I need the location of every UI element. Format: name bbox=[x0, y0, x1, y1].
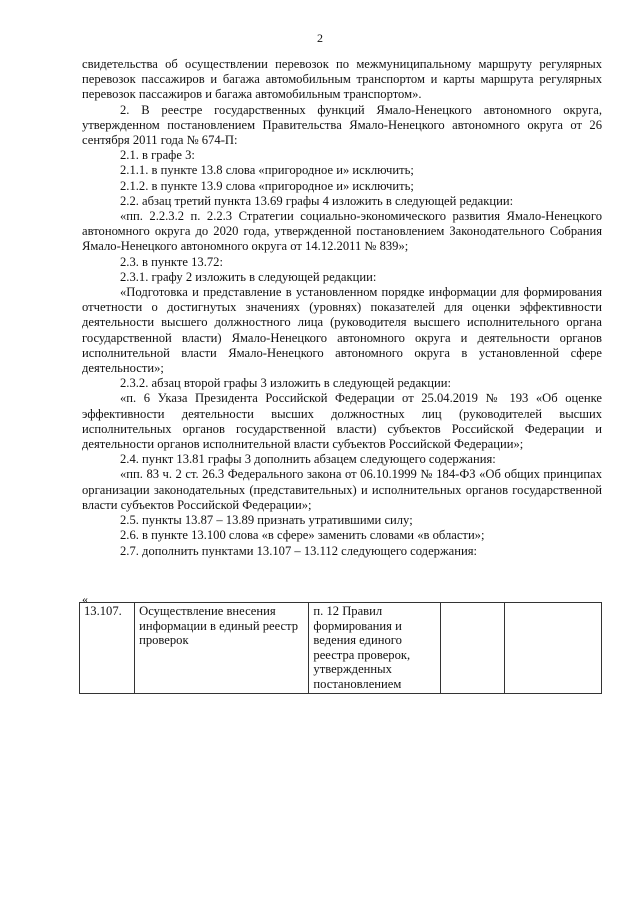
paragraph: свидетельства об осуществлении перевозок по межмуниципальному маршруту регулярных перевозок пассажиров и багажа автомобильным транспортом и карты маршрута регулярных перевозок пассажиров и багажа автомобильным транспортом». bbox=[82, 57, 602, 102]
table-cell-empty bbox=[440, 603, 504, 694]
paragraph: 2. В реестре государственных функций Ямало-Ненецкого автономного округа, утвержденном постановлением Правительства Ямало-Ненецкого автономного округа от 26 сентября 2011 года № 674-П: bbox=[82, 102, 602, 148]
document-body bbox=[82, 57, 602, 559]
paragraph: «Подготовка и представление в установленном порядке информации для формирования отчетности о достигнутых значениях (уровнях) показателей для оценки эффективности деятельности высшего должностного лица (руководителя высшего исполнительного органа государственной власти) Ямало-Ненецкого автономного округа и деятельности органов исполнительной власти Ямало-Ненецкого автономного округа в установленной сфере деятельности»; bbox=[82, 285, 602, 376]
paragraph: 2.7. дополнить пунктами 13.107 – 13.112 следующего содержания: bbox=[120, 543, 478, 558]
paragraph: «п. 6 Указа Президента Российской Федерации от 25.04.2019 № 193 «Об оценке эффективности деятельности высших должностных лиц (руководителей высших исполнительных органов государственной власти) субъектов Российской Федерации и деятельности органов исполнительной власти субъектов Российской Федерации»; bbox=[82, 391, 602, 452]
paragraph: 2.2. абзац третий пункта 13.69 графы 4 изложить в следующей редакции: bbox=[120, 193, 514, 208]
table-cell-number: 13.107. bbox=[80, 603, 135, 694]
paragraph: 2.3.2. абзац второй графы 3 изложить в следующей редакции: bbox=[120, 376, 452, 391]
paragraph: 2.3.1. графу 2 изложить в следующей редакции: bbox=[120, 269, 377, 284]
functions-table bbox=[79, 602, 602, 694]
paragraph: 2.4. пункт 13.81 графы 3 дополнить абзацем следующего содержания: bbox=[120, 452, 496, 467]
paragraph: 2.3. в пункте 13.72: bbox=[120, 254, 223, 269]
paragraph: 2.1. в графе 3: bbox=[120, 148, 195, 163]
paragraph: 2.6. в пункте 13.100 слова «в сфере» заменить словами «в области»; bbox=[120, 528, 485, 543]
page-number: 2 bbox=[317, 31, 323, 45]
opening-quote: « bbox=[82, 592, 88, 606]
table-cell-basis: п. 12 Правил формирования и ведения единого реестра проверок, утвержденных постановлением bbox=[309, 603, 440, 694]
table-row bbox=[80, 603, 602, 694]
table-cell-function: Осуществление внесения информации в единый реестр проверок bbox=[135, 603, 309, 694]
paragraph: 2.1.1. в пункте 13.8 слова «пригородное и» исключить; bbox=[120, 163, 414, 178]
paragraph: «пп. 2.2.3.2 п. 2.2.3 Стратегии социально-экономического развития Ямало-Ненецкого автономного округа до 2020 года, утвержденной постановлением Законодательного Собрания Ямало-Ненецкого автономного округа от 14.12.2011 № 839»; bbox=[82, 209, 602, 254]
paragraph: 2.1.2. в пункте 13.9 слова «пригородное и» исключить; bbox=[120, 178, 414, 193]
table-cell-empty bbox=[504, 603, 601, 694]
paragraph: «пп. 83 ч. 2 ст. 26.3 Федерального закона от 06.10.1999 № 184-ФЗ «Об общих принципах организации законодательных (представительных) и исполнительных органов государственной власти субъектов Российской Федерации»; bbox=[82, 467, 602, 512]
paragraph: 2.5. пункты 13.87 – 13.89 признать утратившими силу; bbox=[120, 513, 413, 528]
